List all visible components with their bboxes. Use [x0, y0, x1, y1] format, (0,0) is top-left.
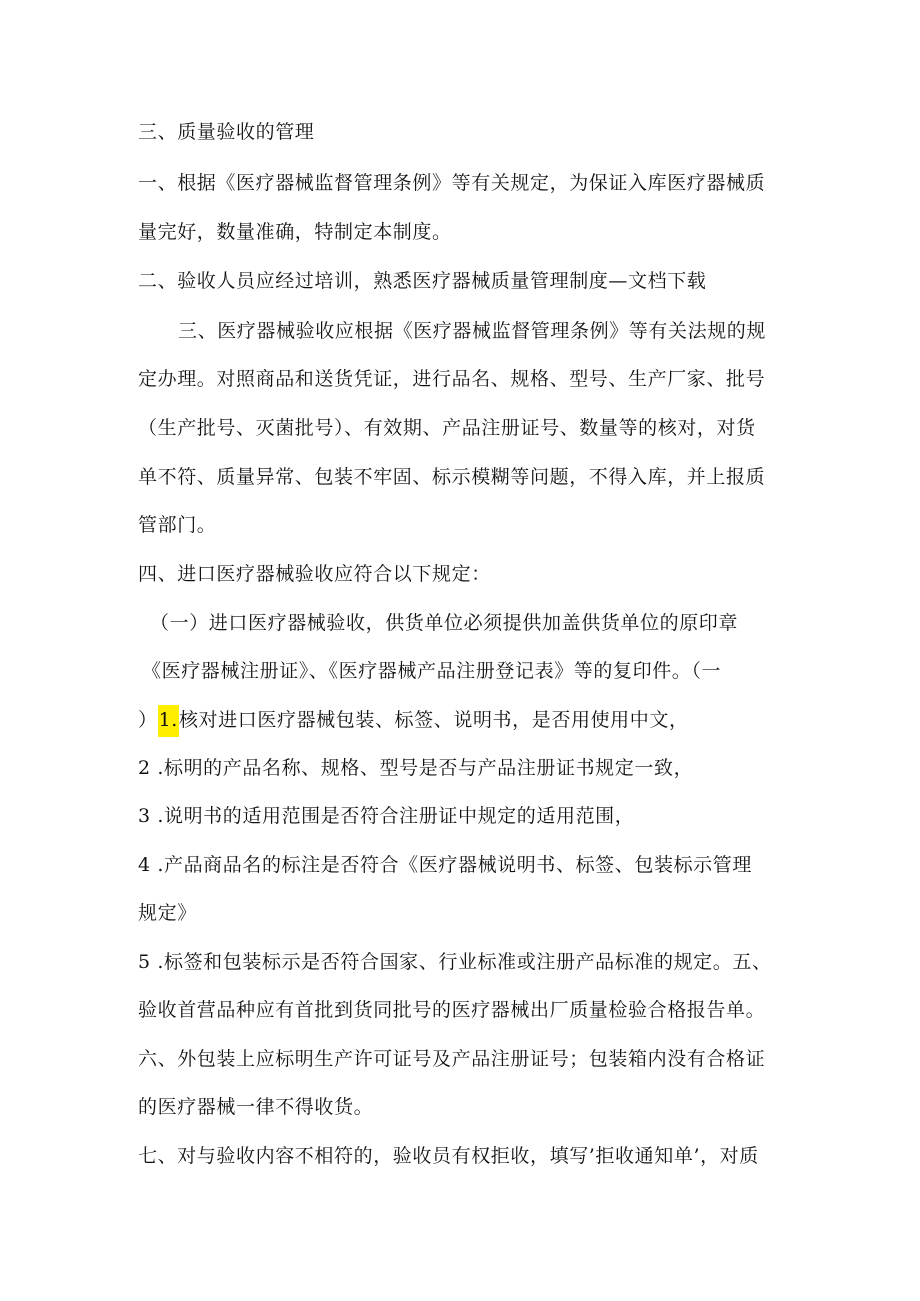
paragraph-line: 验收首营品种应有首批到货同批号的医疗器械出厂质量检验合格报告单。	[138, 999, 766, 1021]
paragraph-line: 规定》	[138, 902, 197, 924]
paragraph-line: 的医疗器械一律不得收货。	[138, 1096, 374, 1118]
line-prefix: ）	[138, 709, 158, 731]
paragraph-line: 七、对与验收内容不相符的，验收员有权拒收，填写’拒收通知单’，对质	[138, 1145, 759, 1167]
paragraph-line: 四、进口医疗器械验收应符合以下规定：	[138, 563, 491, 585]
paragraph-line: 三、医疗器械验收应根据《医疗器械监督管理条例》等有关法规的规	[178, 320, 767, 342]
list-item: 4 .产品商品名的标注是否符合《医疗器械说明书、标签、包装标示管理	[138, 854, 752, 876]
paragraph-line: （生产批号、灭菌批号）、有效期、产品注册证号、数量等的核对，对货	[138, 417, 756, 439]
list-item: 2 .标明的产品名称、规格、型号是否与产品注册证书规定一致，	[138, 757, 694, 779]
paragraph-line-highlighted	[138, 707, 689, 733]
paragraph-line: 一、根据《医疗器械监督管理条例》等有关规定，为保证入库医疗器械质	[138, 172, 766, 194]
paragraph-line: 二、验收人员应经过培训，熟悉医疗器械质量管理制度—文档下载	[138, 270, 707, 292]
paragraph-line: 六、外包装上应标明生产许可证号及产品注册证号；包装箱内没有合格证	[138, 1048, 766, 1070]
paragraph-line: 《医疗器械注册证》、《医疗器械产品注册登记表》等的复印件。（一	[142, 660, 722, 682]
list-item: 5 .标签和包装标示是否符合国家、行业标准或注册产品标准的规定。五、	[138, 951, 772, 973]
paragraph-line: 单不符、质量异常、包装不牢固、标示模糊等问题，不得入库，并上报质	[138, 466, 766, 488]
paragraph-line: 管部门。	[138, 514, 217, 536]
paragraph-line: （一）进口医疗器械验收，供货单位必须提供加盖供货单位的原印章	[150, 612, 739, 634]
list-item: 3 .说明书的适用范围是否符合注册证中规定的适用范围，	[138, 805, 635, 827]
line-text: 核对进口医疗器械包装、标签、说明书，是否用使用中文，	[178, 709, 689, 731]
paragraph-line: 定办理。对照商品和送货凭证，进行品名、规格、型号、生产厂家、批号	[138, 368, 766, 390]
paragraph-line: 量完好，数量准确，特制定本制度。	[138, 221, 452, 243]
highlighted-number: 1.	[158, 705, 179, 737]
section-heading: 三、质量验收的管理	[138, 121, 315, 143]
